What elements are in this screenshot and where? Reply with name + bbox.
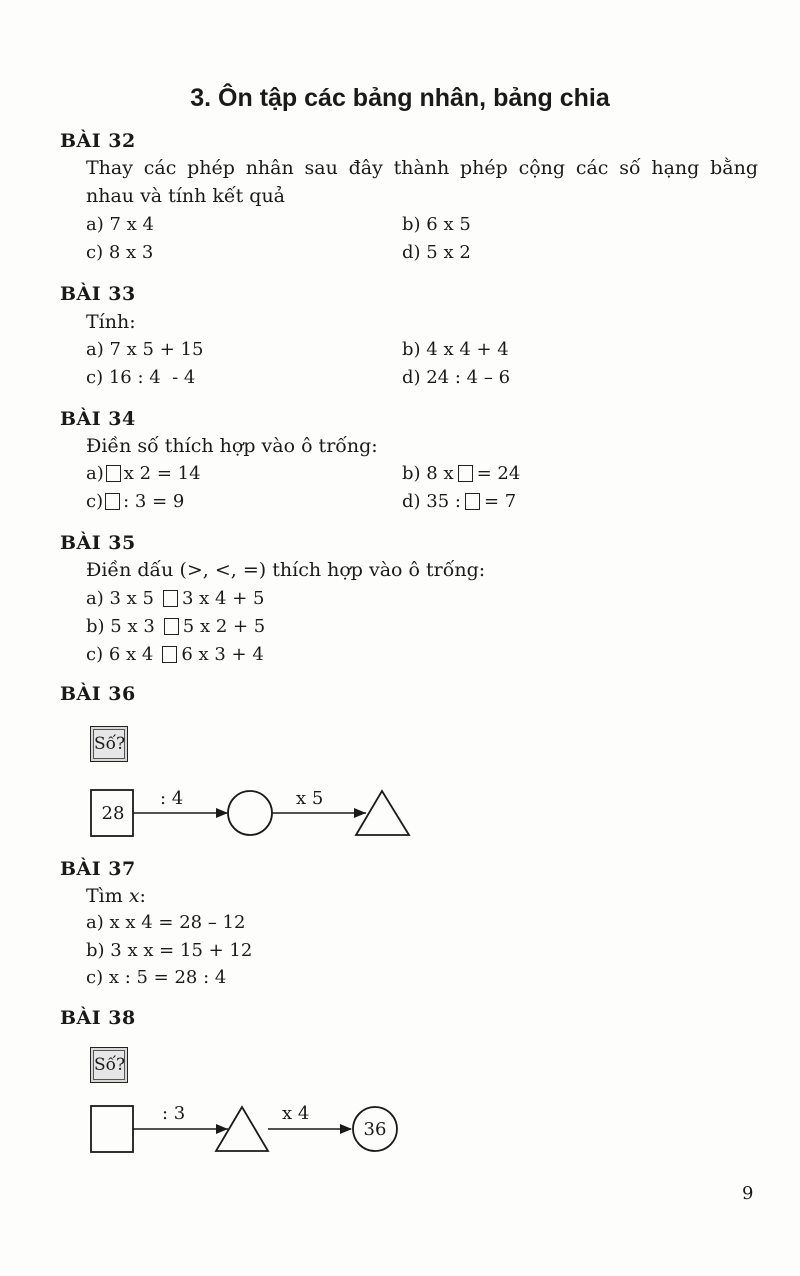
- exercise-37-instruction: [86, 885, 146, 907]
- exercise-32-instruction-line1: Thay các phép nhân sau đây thành phép cộng các số hạng bằng: [86, 157, 758, 179]
- operation-multiply-5: x 5: [296, 788, 324, 809]
- exercise-37-instruction-pre: Tìm: [86, 885, 129, 907]
- exercise-34-item-d-prefix: d) 35 :: [402, 491, 461, 512]
- exercise-37-item-c: c) x : 5 = 28 : 4: [86, 967, 227, 988]
- page-number: 9: [742, 1183, 754, 1204]
- so-label-2: Số?: [93, 1050, 125, 1080]
- exercise-35-item-c-left: c) 6 x 4: [86, 644, 154, 665]
- arrow-4-head: [340, 1124, 352, 1134]
- exercise-34-item-d-suffix: = 7: [483, 491, 517, 512]
- exercise-32-item-b: b) 6 x 5: [402, 214, 471, 235]
- end-number: 36: [363, 1119, 387, 1140]
- answer-circle[interactable]: [228, 791, 272, 835]
- exercise-34-item-b-prefix: b) 8 x: [402, 463, 454, 484]
- exercise-33-item-d: d) 24 : 4 – 6: [402, 367, 511, 388]
- exercise-37-heading: BÀI 37: [60, 858, 136, 880]
- exercise-32-heading: BÀI 32: [60, 130, 136, 152]
- exercise-37-instruction-post: :: [139, 885, 146, 907]
- exercise-37-item-a: a) x x 4 = 28 – 12: [86, 912, 246, 933]
- arrow-2-head: [354, 808, 366, 818]
- exercise-35-item-a-left: a) 3 x 5: [86, 588, 154, 609]
- exercise-34-item-a-prefix: a): [86, 463, 104, 484]
- exercise-38-heading: BÀI 38: [60, 1007, 136, 1029]
- exercise-34-item-a-suffix: x 2 = 14: [123, 463, 201, 484]
- exercise-32-item-c: c) 8 x 3: [86, 242, 154, 263]
- exercise-33-item-b: b) 4 x 4 + 4: [402, 339, 509, 360]
- exercise-33-item-c: c) 16 : 4 - 4: [86, 367, 196, 388]
- exercise-35-item-c-right: 6 x 3 + 4: [181, 644, 264, 665]
- exercise-34-item-b-suffix: = 24: [476, 463, 521, 484]
- operation-divide-4: : 4: [160, 788, 184, 809]
- exercise-35-item-a-right: 3 x 4 + 5: [181, 588, 265, 609]
- arrow-1-head: [216, 808, 228, 818]
- exercise-33-item-a: a) 7 x 5 + 15: [86, 339, 204, 360]
- exercise-35-instruction: Điền dấu (>, <, =) thích hợp vào ô trống:: [86, 559, 486, 581]
- operation-divide-3: : 3: [162, 1103, 186, 1124]
- exercise-34-item-c-suffix: : 3 = 9: [123, 491, 185, 512]
- operation-multiply-4: x 4: [282, 1103, 310, 1124]
- exercise-35-item-b-right: 5 x 2 + 5: [182, 616, 266, 637]
- exercise-35-heading: BÀI 35: [60, 532, 136, 554]
- variable-x: x: [128, 885, 140, 907]
- exercise-36-heading: BÀI 36: [60, 683, 136, 705]
- exercise-33-instruction: Tính:: [86, 311, 136, 333]
- exercise-34-item-c-prefix: c): [86, 491, 104, 512]
- answer-square[interactable]: [91, 1106, 133, 1152]
- exercise-35-item-b-left: b) 5 x 3: [86, 616, 155, 637]
- exercise-34-heading: BÀI 34: [60, 408, 136, 430]
- exercise-32-instruction-line2: nhau và tính kết quả: [86, 185, 286, 207]
- exercise-34-instruction: Điền số thích hợp vào ô trống:: [86, 435, 378, 457]
- exercise-33-heading: BÀI 33: [60, 283, 136, 305]
- exercise-37-item-b: b) 3 x x = 15 + 12: [86, 940, 253, 961]
- start-number: 28: [101, 803, 125, 824]
- so-label-box-2: [90, 1047, 128, 1083]
- exercise-32-item-a: a) 7 x 4: [86, 214, 154, 235]
- page-title: 3. Ôn tập các bảng nhân, bảng chia: [190, 84, 610, 112]
- exercise-32-item-d: d) 5 x 2: [402, 242, 471, 263]
- so-label: Số?: [93, 729, 125, 759]
